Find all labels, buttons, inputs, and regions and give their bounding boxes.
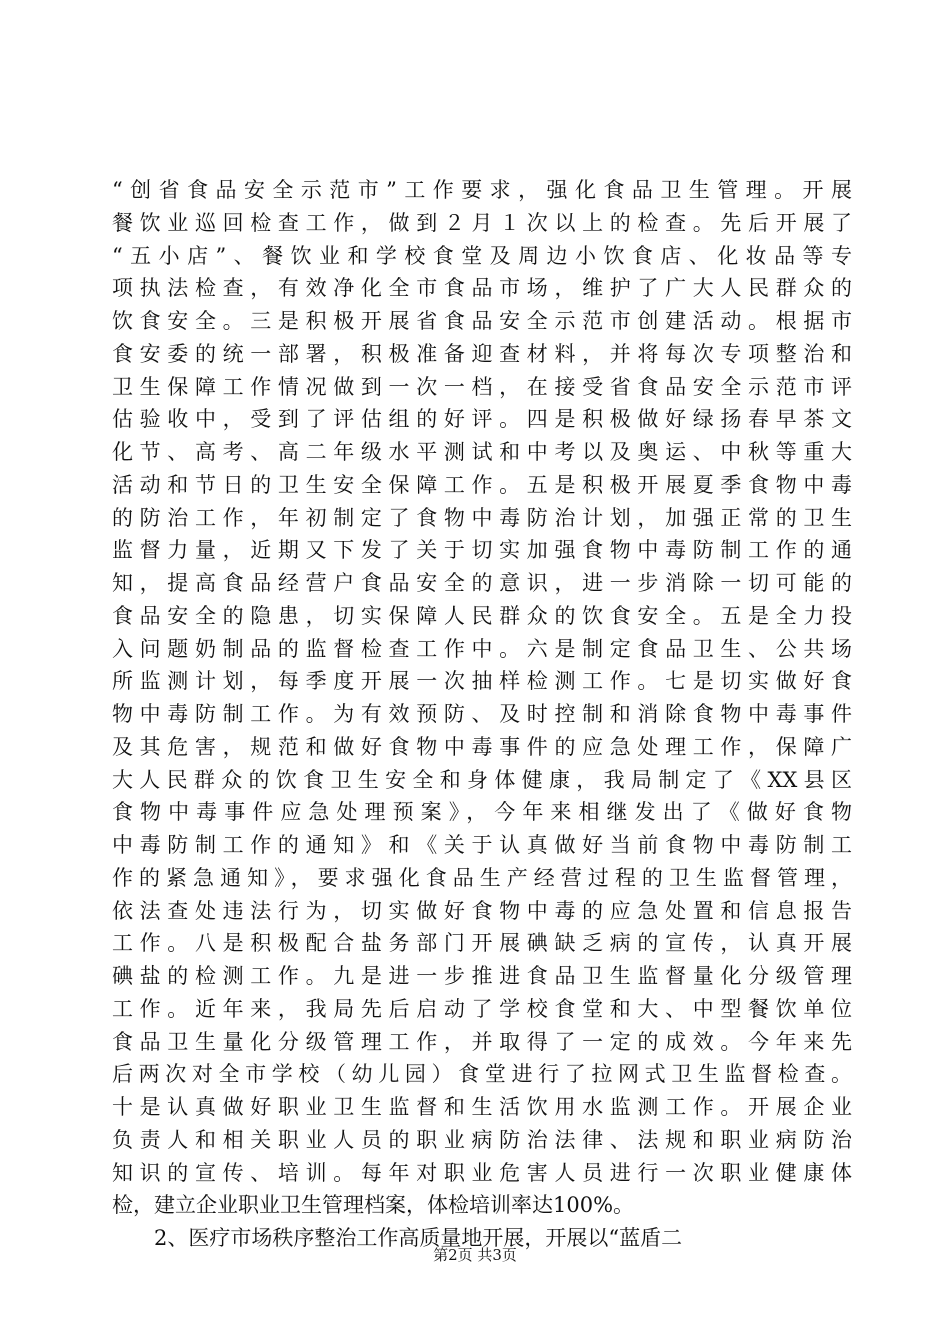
text-line: 估验收中，受到了评估组的好评。四是积极做好绿扬春早茶文 xyxy=(112,407,852,432)
text-line: 食品卫生量化分级管理工作，并取得了一定的成效。今年来先 xyxy=(112,1029,852,1054)
text-line: 知，提高食品经营户食品安全的意识，进一步消除一切可能的 xyxy=(112,571,852,595)
text-line: 依法查处违法行为，切实做好食物中毒的应急处置和信息报告 xyxy=(112,898,852,923)
text-line: 食安委的统一部署，积极准备迎查材料，并将每次专项整治和 xyxy=(112,341,852,366)
text-line: 的防治工作，年初制定了食物中毒防治计划，加强正常的卫生 xyxy=(112,505,852,530)
text-line: 工作。近年来，我局先后启动了学校食堂和大、中型餐饮单位 xyxy=(112,996,852,1021)
text-line: 负责人和相关职业人员的职业病防治法律、法规和职业病防治 xyxy=(112,1127,852,1152)
text-line: 饮食安全。三是积极开展省食品安全示范市创建活动。根据市 xyxy=(112,309,852,333)
text-line: 及其危害，规范和做好食物中毒事件的应急处理工作，保障广 xyxy=(112,734,852,759)
text-line: 知识的宣传、培训。每年对职业危害人员进行一次职业健康体 xyxy=(112,1160,852,1185)
text-line: 活动和节日的卫生安全保障工作。五是积极开展夏季食物中毒 xyxy=(112,472,852,497)
text-line: 餐饮业巡回检查工作，做到２月１次以上的检查。先后开展了 xyxy=(112,210,852,235)
text-line: “创省食品安全示范市”工作要求，强化食品卫生管理。开展 xyxy=(112,178,852,202)
text-line: 食物中毒事件应急处理预案》，今年来相继发出了《做好食物 xyxy=(112,800,852,825)
text-line: 食品安全的隐患，切实保障人民群众的饮食安全。五是全力投 xyxy=(112,603,852,628)
text-line: 作的紧急通知》，要求强化食品生产经营过程的卫生监督管理， xyxy=(112,865,852,890)
text-line: 中毒防制工作的通知》和《关于认真做好当前食物中毒防制工 xyxy=(112,833,852,857)
text-line: 项执法检查，有效净化全市食品市场，维护了广大人民群众的 xyxy=(112,276,852,301)
text-line: 检，建立企业职业卫生管理档案，体检培训率达100%。 xyxy=(112,1193,635,1218)
text-line: 十是认真做好职业卫生监督和生活饮用水监测工作。开展企业 xyxy=(112,1095,852,1119)
text-line: 2、医疗市场秩序整治工作高质量地开展，开展以“蓝盾二 xyxy=(154,1226,683,1250)
text-line: 后两次对全市学校（幼儿园）食堂进行了拉网式卫生监督检查。 xyxy=(112,1062,852,1087)
text-line: 物中毒防制工作。为有效预防、及时控制和消除食物中毒事件 xyxy=(112,702,852,726)
text-line: 入问题奶制品的监督检查工作中。六是制定食品卫生、公共场 xyxy=(112,636,852,661)
text-line: 工作。八是积极配合盐务部门开展碘缺乏病的宣传，认真开展 xyxy=(112,931,852,956)
text-line: 大人民群众的饮食卫生安全和身体健康，我局制定了《XX县区 xyxy=(112,767,852,792)
text-line: 化节、高考、高二年级水平测试和中考以及奥运、中秋等重大 xyxy=(112,440,852,464)
text-line: 碘盐的检测工作。九是进一步推进食品卫生监督量化分级管理 xyxy=(112,964,852,988)
page-footer: 第2页 共3页 xyxy=(433,1246,517,1264)
text-line: 卫生保障工作情况做到一次一档，在接受省食品安全示范市评 xyxy=(112,374,852,399)
text-line: 监督力量，近期又下发了关于切实加强食物中毒防制工作的通 xyxy=(112,538,852,563)
body-text xyxy=(112,174,852,1255)
text-line: 所监测计划，每季度开展一次抽样检测工作。七是切实做好食 xyxy=(112,669,852,694)
text-line: “五小店”、餐饮业和学校食堂及周边小饮食店、化妆品等专 xyxy=(112,243,852,268)
